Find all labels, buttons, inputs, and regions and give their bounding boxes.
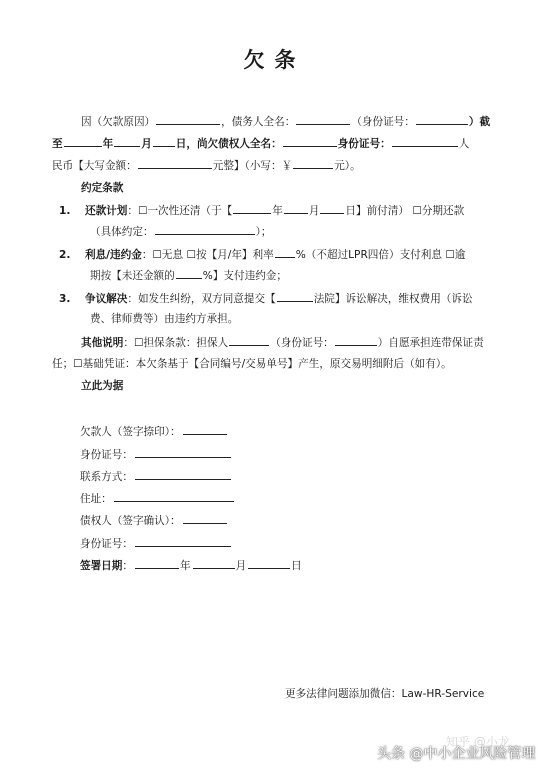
blank-sig-creditor-id[interactable] bbox=[135, 536, 231, 547]
terms-heading: 约定条款 bbox=[81, 182, 124, 194]
term1-line1: 1. 还款计划：☐一次性还清（于【 年 月 日】前付清） ☐分期还款 bbox=[59, 205, 465, 217]
proof-statement: 立此为据 bbox=[81, 380, 124, 392]
term2-line1: 2. 利息/违约金：☐无息 ☐按【月/年】利率 %（不超过LPR四倍）支付利息 ☐逾 bbox=[59, 249, 466, 261]
watermark-toutiao: 头条 @中小企业风险管理 bbox=[377, 746, 536, 762]
blank-court[interactable] bbox=[277, 291, 313, 302]
sig-creditor: 债权人（签字确认）： bbox=[80, 513, 228, 528]
para1-line3: 民币【大写金额： 元整】（小写：￥ 元）。 bbox=[52, 160, 361, 172]
signing-date: 签署日期： 年 月 日 bbox=[80, 560, 302, 572]
sig-creditor-id: 身份证号： bbox=[80, 536, 232, 551]
footer-contact-note: 更多法律问题添加微信：Law-HR-Service bbox=[285, 688, 485, 700]
watermark-zhihu: 知乎 @小龙 bbox=[446, 735, 510, 749]
blank-interest-rate[interactable] bbox=[275, 247, 295, 258]
blank-amount-words[interactable] bbox=[138, 158, 212, 169]
blank-debtor-signature[interactable] bbox=[183, 424, 227, 435]
term2-line2: 期按【未还金额的 %】支付违约金； bbox=[90, 270, 287, 282]
blank-sign-day[interactable] bbox=[248, 558, 290, 569]
blank-creditor-id[interactable] bbox=[392, 136, 458, 147]
para1-line1: 因（欠款原因） ，债务人全名： （身份证号： ）截 bbox=[81, 116, 491, 128]
blank-debtor-name[interactable] bbox=[296, 114, 350, 125]
blank-contact[interactable] bbox=[135, 469, 231, 480]
blank-year[interactable] bbox=[64, 136, 102, 147]
blank-t1-month[interactable] bbox=[284, 203, 308, 214]
term1-line2: （具体约定： ）； bbox=[90, 226, 272, 238]
other-line1: 其他说明：☐担保条款：担保人 （身份证号： ）自愿承担连带保证责 bbox=[81, 337, 484, 349]
sig-address: 住址： bbox=[80, 491, 235, 506]
blank-amount-digits[interactable] bbox=[293, 158, 333, 169]
blank-creditor-signature[interactable] bbox=[183, 513, 227, 524]
document-title: 欠条 bbox=[243, 48, 306, 72]
blank-sign-year[interactable] bbox=[135, 558, 179, 569]
term3-line2: 费、律师费等）由违约方承担。 bbox=[90, 313, 239, 325]
blank-guarantor-id[interactable] bbox=[335, 335, 377, 346]
blank-day[interactable] bbox=[153, 136, 175, 147]
blank-penalty-rate[interactable] bbox=[176, 268, 202, 279]
term3-line1: 3. 争议解决：如发生纠纷，双方同意提交【 法院】诉讼解决，维权费用（诉讼 bbox=[59, 293, 473, 305]
blank-sig-debtor-id[interactable] bbox=[135, 447, 231, 458]
blank-creditor-name[interactable] bbox=[283, 136, 337, 147]
blank-t1-day[interactable] bbox=[320, 203, 344, 214]
blank-installment-detail[interactable] bbox=[155, 224, 255, 235]
blank-guarantor[interactable] bbox=[229, 335, 269, 346]
para1-line2: 至 年 月 日，尚欠债权人全名： 身份证号： 人 bbox=[52, 138, 470, 150]
sig-debtor: 欠款人（签字捺印）： bbox=[80, 424, 228, 439]
blank-t1-year[interactable] bbox=[233, 203, 271, 214]
other-line2: 任；☐基础凭证：本欠条基于【合同编号/交易单号】产生，原交易明细附后（如有）。 bbox=[52, 358, 452, 370]
sig-debtor-id: 身份证号： bbox=[80, 447, 232, 462]
blank-debtor-id[interactable] bbox=[416, 114, 468, 125]
blank-sign-month[interactable] bbox=[193, 558, 235, 569]
blank-address[interactable] bbox=[114, 491, 234, 502]
blank-month[interactable] bbox=[114, 136, 140, 147]
blank-reason[interactable] bbox=[156, 114, 220, 125]
sig-contact: 联系方式： bbox=[80, 469, 232, 484]
